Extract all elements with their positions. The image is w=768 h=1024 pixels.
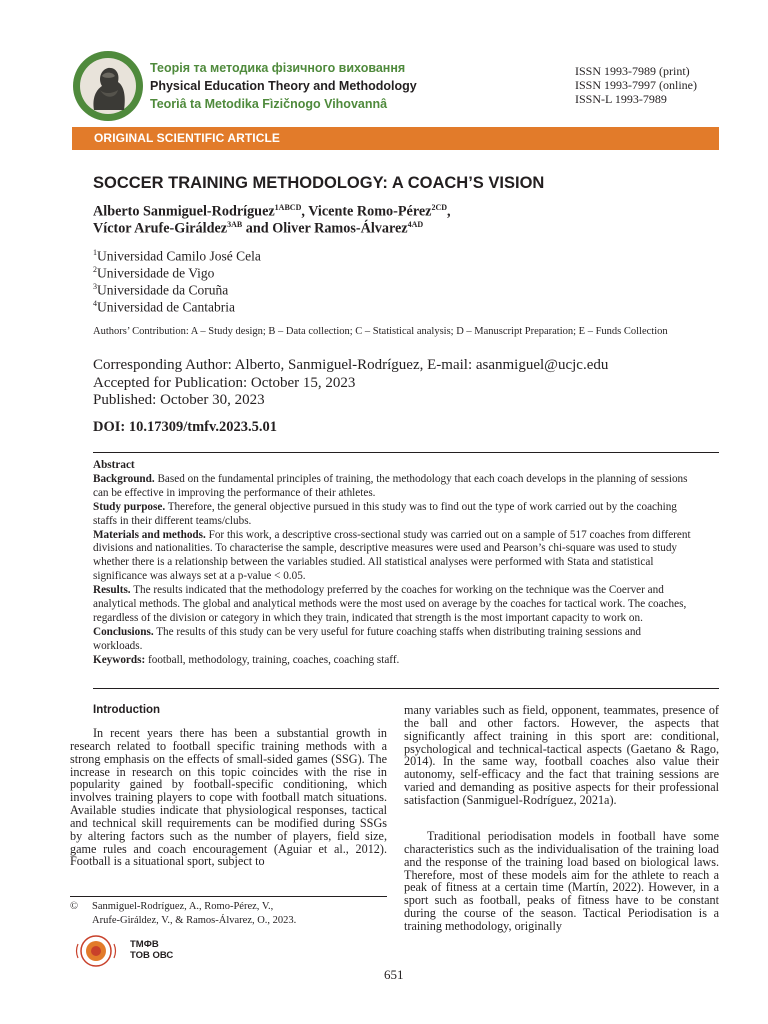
doi-link[interactable]: DOI: 10.17309/tmfv.2023.5.01	[93, 419, 278, 435]
abstract-label: Conclusions.	[93, 625, 154, 638]
journal-logo	[72, 50, 144, 122]
article-title: SOCCER TRAINING METHODOLOGY: A COACH’S VISION	[93, 174, 545, 192]
copyright-symbol: ©	[70, 901, 78, 912]
affiliation-number: 1	[93, 248, 97, 257]
author-list-line-1	[93, 203, 451, 221]
journal-title-english: Physical Education Theory and Methodology	[150, 79, 417, 93]
authors-contribution: Authors’ Contribution: A – Study design; B – Data collection; C – Statistical analysis; D – Manuscript Preparation; E – Funds Collection	[93, 326, 668, 337]
author-name: Víctor Arufe-Giráldez	[93, 220, 228, 237]
abstract-text: The results of this study can be very useful for future coaching staffs when distributing training sessions and workloads.	[93, 625, 642, 652]
affiliation-name: Universidade de Vigo	[97, 265, 215, 281]
citation-divider	[70, 896, 387, 897]
affiliation-name: Universidade da Coruña	[97, 282, 229, 298]
abstract-conclusions	[93, 626, 693, 654]
abstract-text: football, methodology, training, coaches, coaching staff.	[145, 653, 400, 666]
corresponding-author: Corresponding Author: Alberto, Sanmiguel-Rodríguez, E-mail: asanmiguel@ucjc.edu	[93, 357, 609, 373]
journal-title-ukrainian: Теорія та методика фізичного виховання	[150, 61, 406, 75]
author-name: Vicente Romo-Pérez	[308, 203, 432, 220]
publisher-abbrev-2: ТОВ ОВС	[130, 950, 174, 961]
author-separator: ,	[301, 203, 309, 220]
affiliation	[93, 299, 235, 316]
journal-title-transliterated: Teorìâ ta Metodika Fìzičnogo Vihovannâ	[150, 97, 388, 111]
author-list-line-2	[93, 220, 423, 238]
affiliation-number: 3	[93, 282, 97, 291]
abstract-text: The results indicated that the methodology preferred by the coaches for working on the technique was the Coerver and analytical methods. The global and analytical methods were the most used on average by the coaches for tactical work. The coaches, regardless of the division or category in which they train, indicated that strength is the most important capacity to work on.	[93, 584, 687, 624]
body-paragraph-left: In recent years there has been a substantial growth in research related to football specific training methods with a strong emphasis on the effects of small-sided games (SSG). The increase in research on this topic coincides with the rise in popularity gained by football-specific conditioning, which involves training players to cope with football match situations. Available studies indicate that physiological responses, tactical and technical skill requirements can be modified during SSGs by altering factors such as the number of players, field size, game rules and coach encouragement (Aguiar et al., 2012). Football is a situational sport, subject to	[70, 726, 387, 869]
citation-text	[92, 900, 387, 928]
affiliation	[93, 248, 261, 265]
author-superscript: 2CD	[431, 203, 448, 212]
body-paragraph-right-2: Traditional periodisation models in football have some characteristics such as the individualisation of the training load and the response of the training load based on biological laws. Therefore, most of these models aim for the athlete to reach a peak of fitness at a certain time (Martín, 2022). However, in a sport such as football, peaks of fitness have to be constant during the course of the season. Tactical Periodisation is a training methodology, originally	[404, 829, 719, 933]
article-type-banner	[72, 127, 719, 150]
author-separator: ,	[447, 203, 451, 220]
author-superscript: 4AD	[407, 220, 424, 229]
publisher-abbrev-1: ТМФВ	[130, 939, 159, 950]
abstract-label: Results.	[93, 584, 131, 597]
abstract-methods	[93, 529, 693, 585]
author-name: Oliver Ramos-Álvarez	[272, 220, 408, 237]
abstract-label: Background.	[93, 472, 155, 485]
affiliation	[93, 282, 228, 299]
abstract-heading: Abstract	[93, 459, 135, 471]
author-separator: and	[242, 220, 273, 237]
abstract-purpose	[93, 501, 693, 529]
page-number: 651	[384, 967, 404, 982]
abstract-text: Based on the fundamental principles of training, the methodology that each coach develops in the planning of sessions can be effective in improving the performance of their athletes.	[93, 472, 688, 499]
body-paragraph-right-1: many variables such as field, opponent, teammates, presence of the ball and other factors. However, the aspects that significantly affect training in this sport are: conditional, psychological and technical-tactical aspects (Gaetano & Rago, 2014). In the same way, football coaches also value their autonomy, self-efficacy and the fact that training sessions are varied and demanding as positive aspects for their professional satisfaction (Sanmiguel-Rodríguez, 2021a).	[404, 703, 719, 807]
issn-print: ISSN 1993-7989 (print)	[575, 64, 690, 78]
affiliation-number: 4	[93, 299, 97, 308]
author-name: Alberto Sanmiguel-Rodríguez	[93, 203, 275, 220]
article-type-label: ORIGINAL SCIENTIFIC ARTICLE	[94, 131, 281, 145]
abstract-background	[93, 473, 693, 501]
issn-online: ISSN 1993-7997 (online)	[575, 78, 697, 92]
publisher-logo	[72, 934, 120, 968]
abstract-block	[93, 459, 693, 668]
affiliation	[93, 265, 214, 282]
abstract-keywords	[93, 654, 693, 668]
abstract-top-divider	[93, 452, 719, 453]
published-date: Published: October 30, 2023	[93, 392, 265, 408]
abstract-bottom-divider	[93, 688, 719, 689]
abstract-label: Study purpose.	[93, 500, 166, 513]
affiliation-number: 2	[93, 265, 97, 274]
affiliation-name: Universidad Camilo José Cela	[97, 248, 261, 264]
citation-line: Arufe-Giráldez, V., & Ramos-Álvarez, O., 2023.	[92, 915, 297, 926]
abstract-results	[93, 584, 693, 626]
accepted-date: Accepted for Publication: October 15, 2023	[93, 375, 356, 391]
affiliation-name: Universidad de Cantabria	[97, 299, 235, 315]
citation-line: Sanmiguel-Rodríguez, A., Romo-Pérez, V.,	[92, 901, 274, 912]
abstract-label: Keywords:	[93, 653, 146, 666]
abstract-text: Therefore, the general objective pursued in this study was to find out the type of work carried out by the coaching staffs in their different teams/clubs.	[93, 500, 677, 527]
author-superscript: 3AB	[227, 220, 243, 229]
abstract-label: Materials and methods.	[93, 528, 206, 541]
section-heading-introduction: Introduction	[93, 704, 161, 716]
issn-l: ISSN-L 1993-7989	[575, 92, 667, 106]
author-superscript: 1ABCD	[274, 203, 302, 212]
abstract-text: For this work, a descriptive cross-sectional study was carried out on a sample of 517 coaches from different divisions and nationalities. To characterise the sample, descriptive measures were used and Pearson’s chi-square was used to study whether there is a relationship between the variables studied. All statistical analyses were performed with Stata and statistical significance was always set at a p-value < 0.05.	[93, 528, 691, 583]
